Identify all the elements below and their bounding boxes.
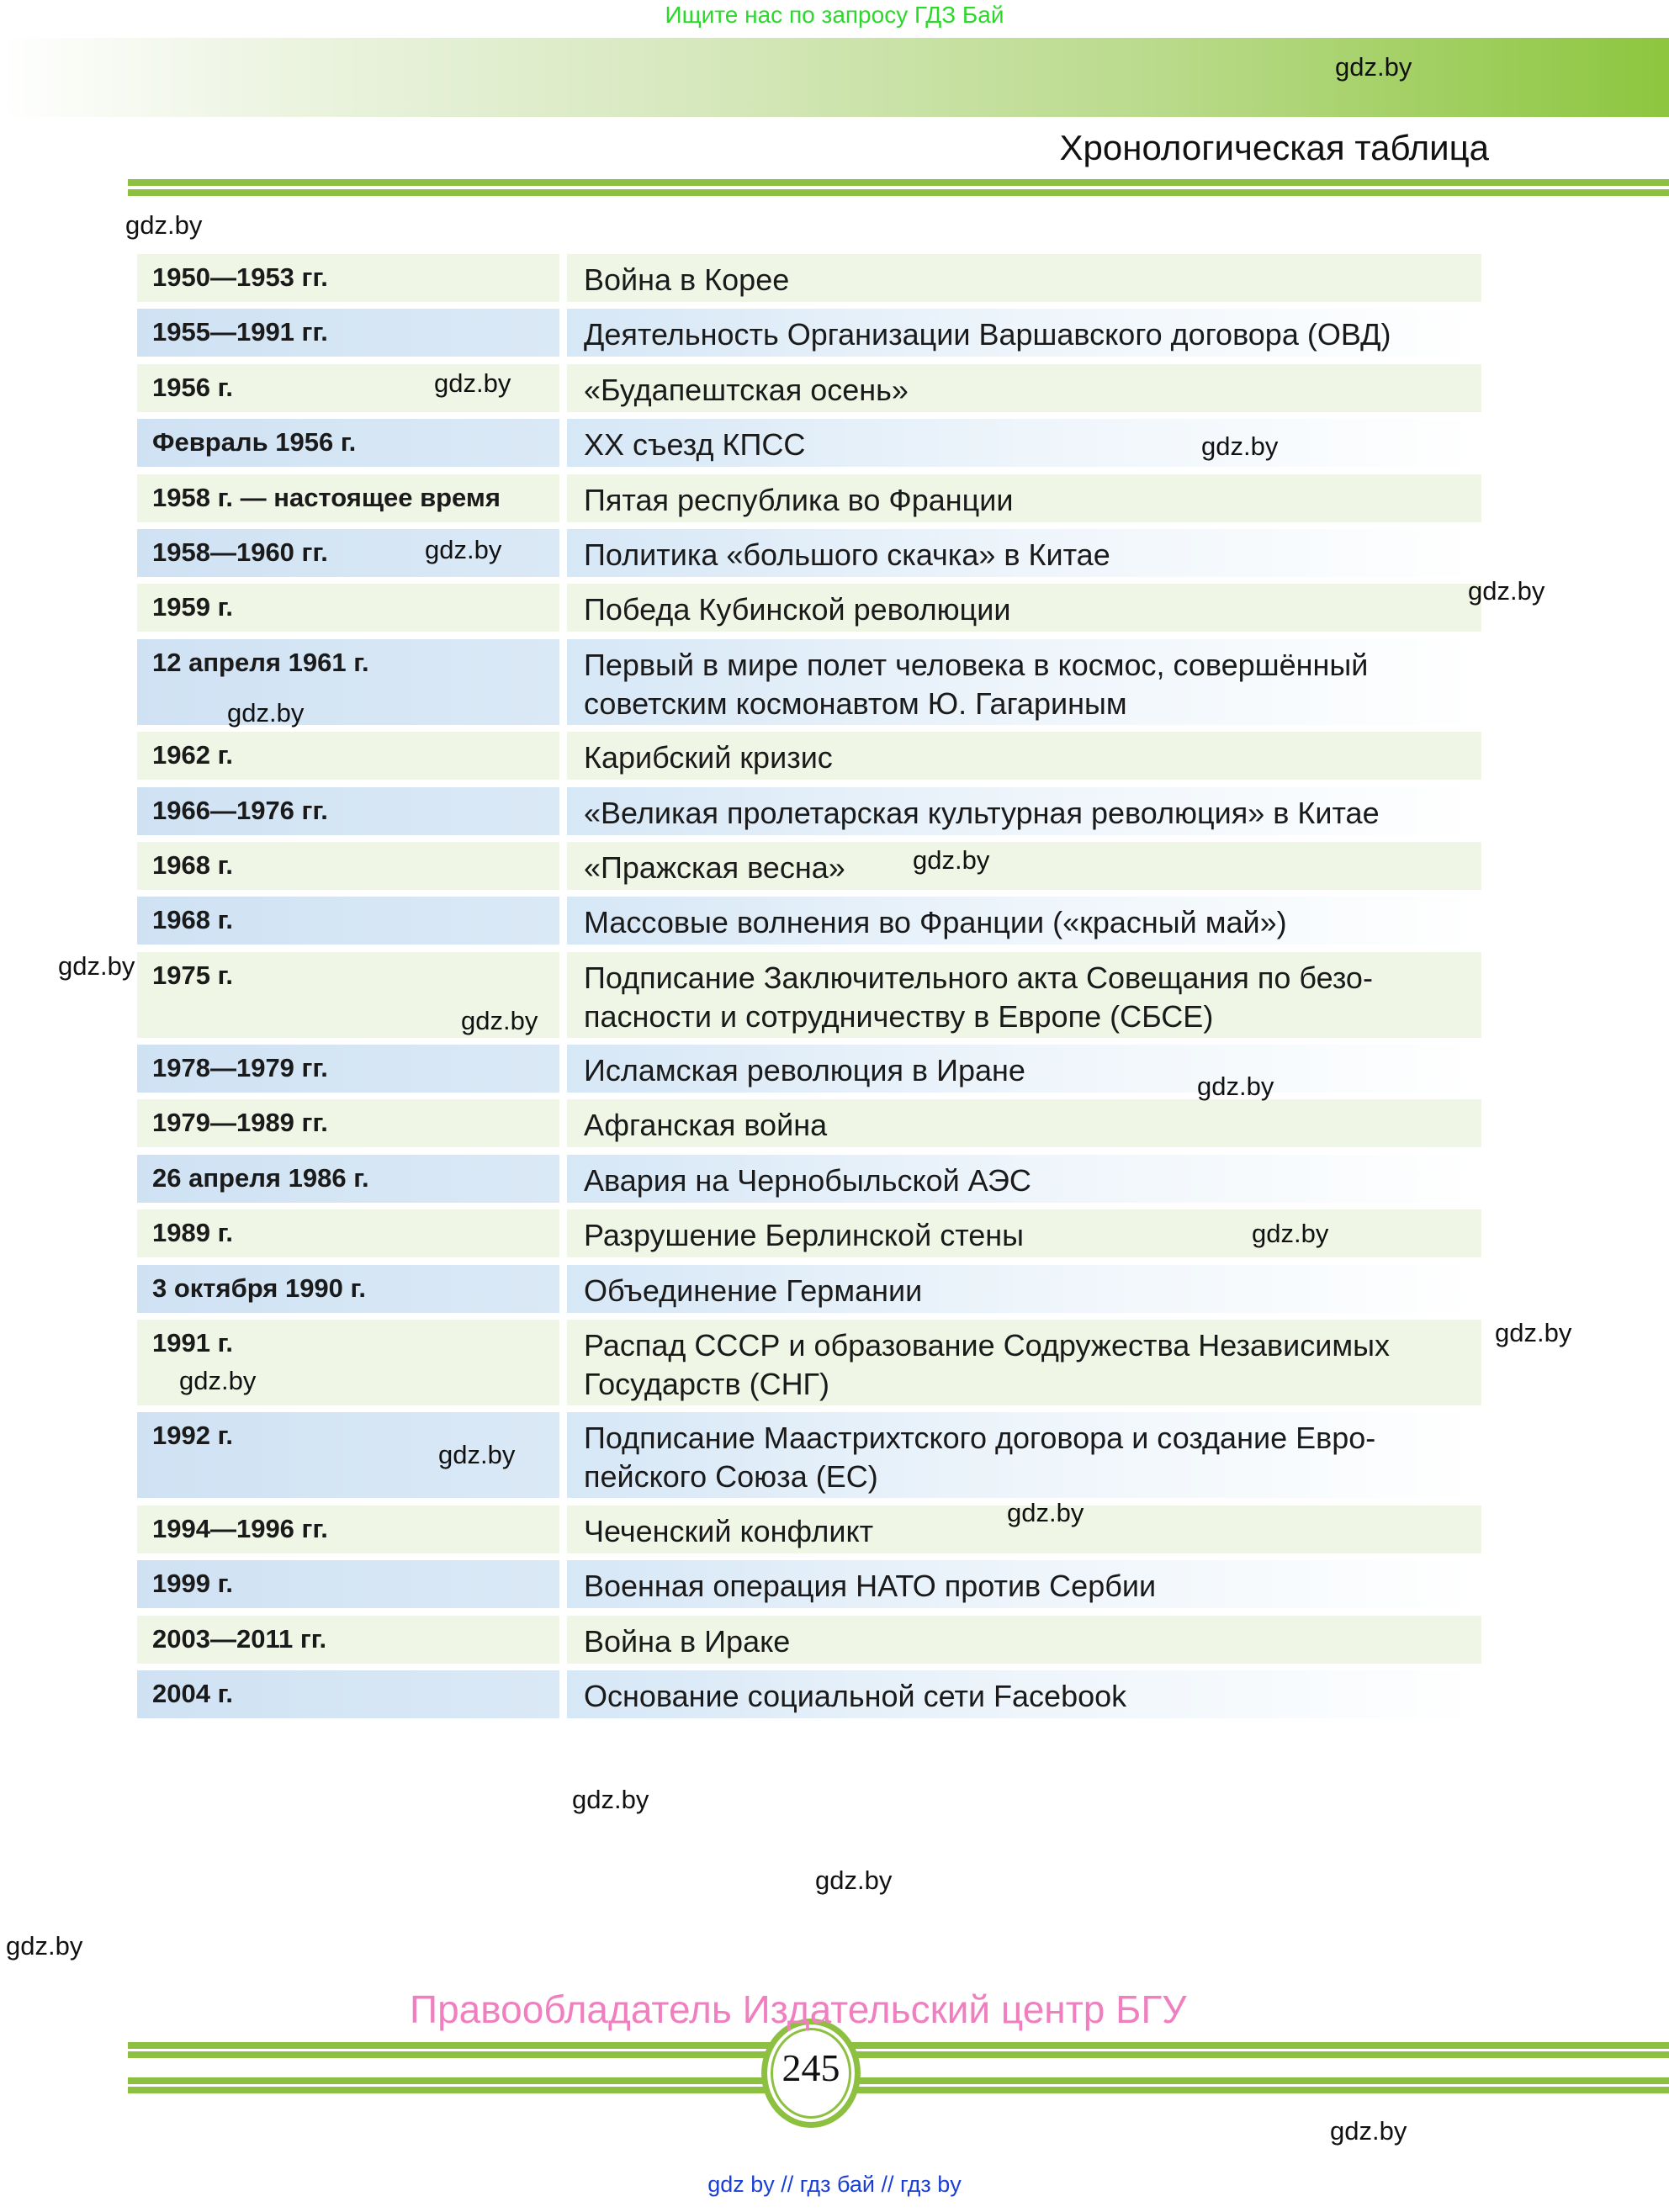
event-date: 1968 г.	[137, 897, 559, 945]
event-date: 1968 г.	[137, 842, 559, 890]
event-description: «Великая пролетарская культурная революция» в Китае	[567, 787, 1481, 835]
table-row	[137, 787, 1481, 835]
table-row	[137, 1670, 1481, 1718]
event-description: Пятая республика во Франции	[567, 474, 1481, 522]
watermark: gdz.by	[815, 1865, 893, 1895]
event-date: 1958 г. — настоящее время	[137, 474, 559, 522]
search-hint: Ищите нас по запросу ГДЗ Бай	[665, 2, 1004, 28]
table-row	[137, 254, 1481, 302]
watermark: gdz.by	[425, 535, 502, 564]
watermark: gdz.by	[58, 951, 135, 981]
table-row	[137, 1412, 1481, 1498]
event-date: 1979—1989 гг.	[137, 1099, 559, 1147]
page-title: Хронологическая таблица	[1059, 128, 1489, 167]
event-date: 1966—1976 гг.	[137, 787, 559, 835]
event-date: 26 апреля 1986 г.	[137, 1155, 559, 1203]
event-description: «Будапештская осень»	[567, 364, 1481, 412]
event-description: Авария на Чернобыльской АЭС	[567, 1155, 1481, 1203]
event-date: 1989 г.	[137, 1209, 559, 1257]
table-row	[137, 897, 1481, 945]
event-description: Деятельность Организации Варшавского договора (ОВД)	[567, 309, 1481, 357]
event-date: 2004 г.	[137, 1670, 559, 1718]
table-row	[137, 952, 1481, 1038]
event-date: 1950—1953 гг.	[137, 254, 559, 302]
watermark: gdz.by	[572, 1785, 649, 1814]
copyright-watermark: Правообладатель Издательский центр БГУ	[410, 1987, 1187, 2031]
table-row	[137, 529, 1481, 577]
watermark: gdz.by	[1330, 2116, 1407, 2146]
event-date: 1975 г.	[137, 952, 559, 1038]
watermark: gdz.by	[1252, 1219, 1329, 1248]
event-description: Подписание Заключительного акта Совещания по безо-пасности и сотрудничеству в Европе (СБСЕ)	[567, 952, 1481, 1038]
watermark: gdz.by	[1335, 52, 1412, 82]
event-date: 1991 г.	[137, 1320, 559, 1405]
event-date: 12 апреля 1961 г.	[137, 639, 559, 725]
watermark: gdz.by	[461, 1006, 538, 1035]
table-row	[137, 1155, 1481, 1203]
table-row	[137, 1506, 1481, 1553]
event-description: Распад СССР и образование Содружества Независимых Государств (СНГ)	[567, 1320, 1481, 1405]
event-date: 1992 г.	[137, 1412, 559, 1498]
event-description: Война в Ираке	[567, 1616, 1481, 1664]
watermark: gdz.by	[1007, 1498, 1084, 1527]
table-row	[137, 474, 1481, 522]
event-description: Массовые волнения во Франции («красный май»)	[567, 897, 1481, 945]
event-date: 1958—1960 гг.	[137, 529, 559, 577]
event-date: Февраль 1956 г.	[137, 419, 559, 467]
event-date: 1994—1996 гг.	[137, 1506, 559, 1553]
footer-links[interactable]: gdz by // гдз бай // гдз by	[707, 2172, 962, 2197]
watermark: gdz.by	[913, 845, 990, 875]
event-description: Война в Корее	[567, 254, 1481, 302]
event-description: Исламская революция в Иране	[567, 1045, 1481, 1093]
divider	[128, 179, 1669, 186]
event-description: XX съезд КПСС	[567, 419, 1481, 467]
table-row	[137, 1099, 1481, 1147]
event-date: 1959 г.	[137, 584, 559, 632]
event-description: Разрушение Берлинской стены	[567, 1209, 1481, 1257]
event-description: Победа Кубинской революции	[567, 584, 1481, 632]
table-row	[137, 364, 1481, 412]
divider	[128, 189, 1669, 196]
event-description: Первый в мире полет человека в космос, совершённый советским космонавтом Ю. Гагариным	[567, 639, 1481, 725]
watermark: gdz.by	[438, 1440, 516, 1469]
chronology-table	[137, 254, 1481, 1725]
footer-divider	[128, 2051, 1669, 2058]
event-description: Афганская война	[567, 1099, 1481, 1147]
watermark: gdz.by	[6, 1931, 83, 1961]
watermark: gdz.by	[1495, 1318, 1572, 1347]
watermark: gdz.by	[434, 368, 511, 398]
table-row	[137, 1320, 1481, 1405]
table-row	[137, 1045, 1481, 1093]
event-date: 2003—2011 гг.	[137, 1616, 559, 1664]
watermark: gdz.by	[179, 1366, 257, 1395]
footer-divider	[128, 2087, 1669, 2093]
event-description: Объединение Германии	[567, 1265, 1481, 1313]
event-description: Военная операция НАТО против Сербии	[567, 1560, 1481, 1608]
table-row	[137, 732, 1481, 780]
event-description: Чеченский конфликт	[567, 1506, 1481, 1553]
table-row	[137, 1560, 1481, 1608]
event-description: «Пражская весна»	[567, 842, 1481, 890]
watermark: gdz.by	[125, 210, 203, 240]
watermark: gdz.by	[1197, 1072, 1274, 1101]
event-date: 1955—1991 гг.	[137, 309, 559, 357]
footer-divider	[128, 2077, 1669, 2084]
event-date: 1956 г.	[137, 364, 559, 412]
event-date: 1962 г.	[137, 732, 559, 780]
footer-divider	[128, 2042, 1669, 2049]
header-band	[0, 38, 1669, 117]
watermark: gdz.by	[227, 698, 305, 728]
event-date: 1978—1979 гг.	[137, 1045, 559, 1093]
event-date: 1999 г.	[137, 1560, 559, 1608]
watermark: gdz.by	[1201, 431, 1279, 461]
watermark: gdz.by	[1468, 576, 1545, 606]
event-description: Карибский кризис	[567, 732, 1481, 780]
event-date: 3 октября 1990 г.	[137, 1265, 559, 1313]
table-row	[137, 639, 1481, 725]
table-row	[137, 1616, 1481, 1664]
event-description: Основание социальной сети Facebook	[567, 1670, 1481, 1718]
event-description: Политика «большого скачка» в Китае	[567, 529, 1481, 577]
table-row	[137, 309, 1481, 357]
table-row	[137, 584, 1481, 632]
event-description: Подписание Маастрихтского договора и создание Евро-пейского Союза (ЕС)	[567, 1412, 1481, 1498]
page-number: 245	[782, 2046, 840, 2089]
table-row	[137, 1265, 1481, 1313]
table-row	[137, 842, 1481, 890]
table-row	[137, 419, 1481, 467]
